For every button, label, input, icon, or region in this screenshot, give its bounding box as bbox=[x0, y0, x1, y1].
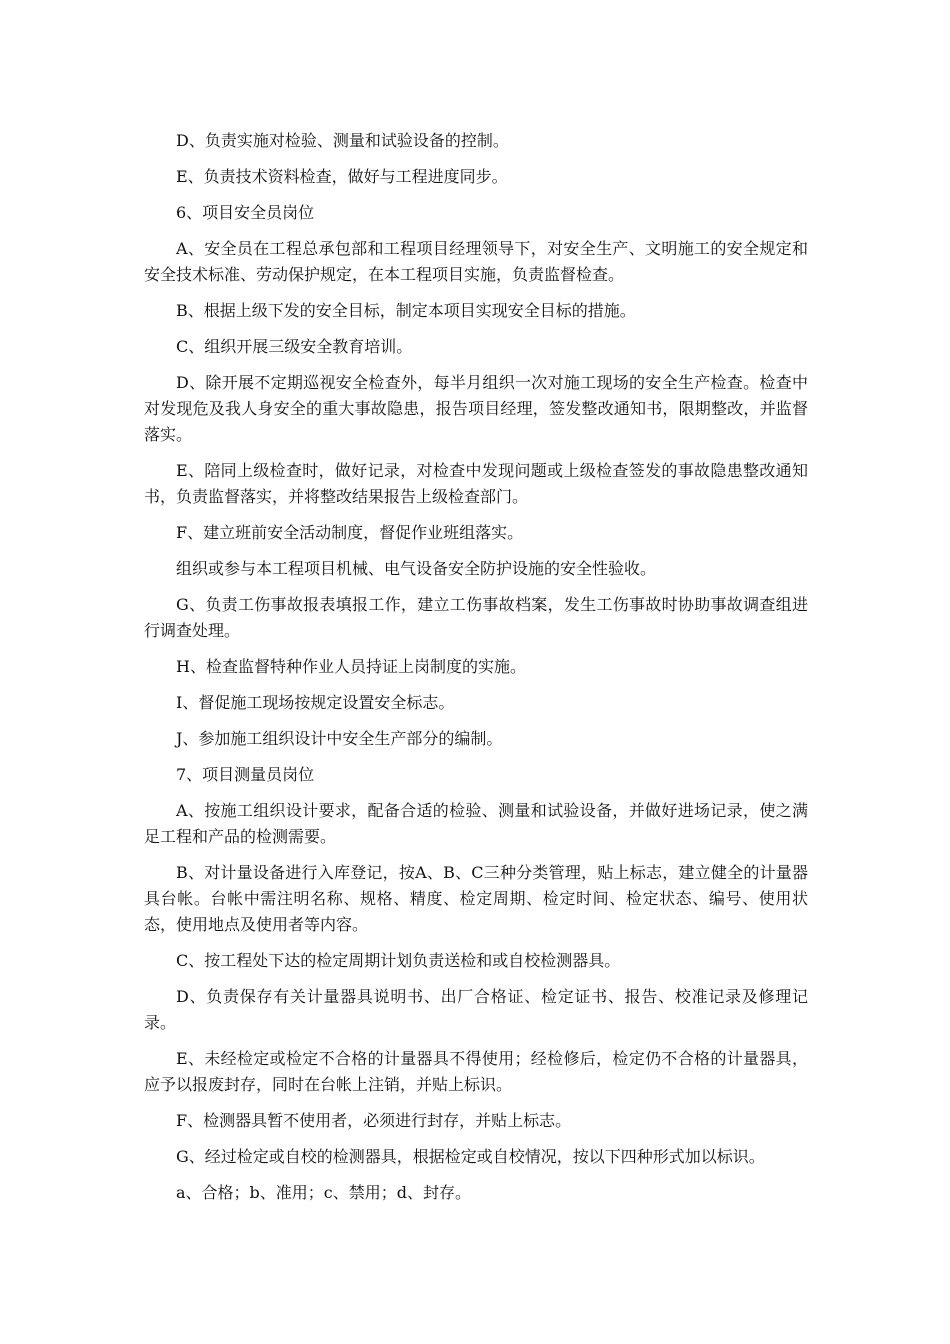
section-heading: 6、项目安全员岗位 bbox=[176, 203, 315, 222]
paragraph: D、负责实施对检验、测量和试验设备的控制。 bbox=[176, 131, 509, 150]
paragraph: H、检查监督特种作业人员持证上岗制度的实施。 bbox=[176, 657, 526, 676]
paragraph: E、未经检定或检定不合格的计量器具不得使用；经检修后，检定仍不合格的计量器具，应予以报废封存，同时在台帐上注销，并贴上标识。 bbox=[144, 1049, 808, 1094]
paragraph: 组织或参与本工程项目机械、电气设备安全防护设施的安全性验收。 bbox=[176, 559, 657, 578]
paragraph: G、负责工伤事故报表填报工作，建立工伤事故档案，发生工伤事故时协助事故调查组进行调查处理。 bbox=[144, 595, 808, 640]
paragraph: E、负责技术资料检查，做好与工程进度同步。 bbox=[176, 167, 508, 186]
document-body bbox=[144, 128, 808, 1216]
paragraph: F、检测器具暂不使用者，必须进行封存，并贴上标志。 bbox=[176, 1111, 572, 1130]
paragraph: A、按施工组织设计要求，配备合适的检验、测量和试验设备，并做好进场记录，使之满足工程和产品的检测需要。 bbox=[144, 801, 808, 846]
paragraph: C、组织开展三级安全教育培训。 bbox=[176, 337, 413, 356]
paragraph: C、按工程处下达的检定周期计划负责送检和或自校检测器具。 bbox=[176, 951, 621, 970]
paragraph: D、负责保存有关计量器具说明书、出厂合格证、检定证书、报告、校准记录及修理记录。 bbox=[144, 987, 808, 1032]
paragraph: B、根据上级下发的安全目标，制定本项目实现安全目标的措施。 bbox=[176, 301, 636, 320]
paragraph: J、参加施工组织设计中安全生产部分的编制。 bbox=[176, 729, 503, 748]
paragraph: D、除开展不定期巡视安全检查外，每半月组织一次对施工现场的安全生产检查。检查中对发现危及我人身安全的重大事故隐患，报告项目经理，签发整改通知书，限期整改，并监督落实。 bbox=[144, 373, 808, 444]
paragraph: A、安全员在工程总承包部和工程项目经理领导下，对安全生产、文明施工的安全规定和安全技术标准、劳动保护规定，在本工程项目实施，负责监督检查。 bbox=[144, 239, 808, 284]
paragraph: B、对计量设备进行入库登记，按A、B、C三种分类管理，贴上标志，建立健全的计量器具台帐。台帐中需注明名称、规格、精度、检定周期、检定时间、检定状态、编号、使用状态，使用地点及使用者等内容。 bbox=[144, 863, 808, 934]
paragraph: F、建立班前安全活动制度，督促作业班组落实。 bbox=[176, 523, 524, 542]
paragraph: E、陪同上级检查时，做好记录，对检查中发现问题或上级检查签发的事故隐患整改通知书，负责监督落实，并将整改结果报告上级检查部门。 bbox=[144, 461, 808, 506]
section-heading: 7、项目测量员岗位 bbox=[176, 765, 315, 784]
paragraph: G、经过检定或自校的检测器具，根据检定或自校情况，按以下四种形式加以标识。 bbox=[176, 1147, 765, 1166]
paragraph: a、合格；b、准用；c、禁用；d、封存。 bbox=[176, 1183, 471, 1202]
paragraph: I、督促施工现场按规定设置安全标志。 bbox=[176, 693, 455, 712]
